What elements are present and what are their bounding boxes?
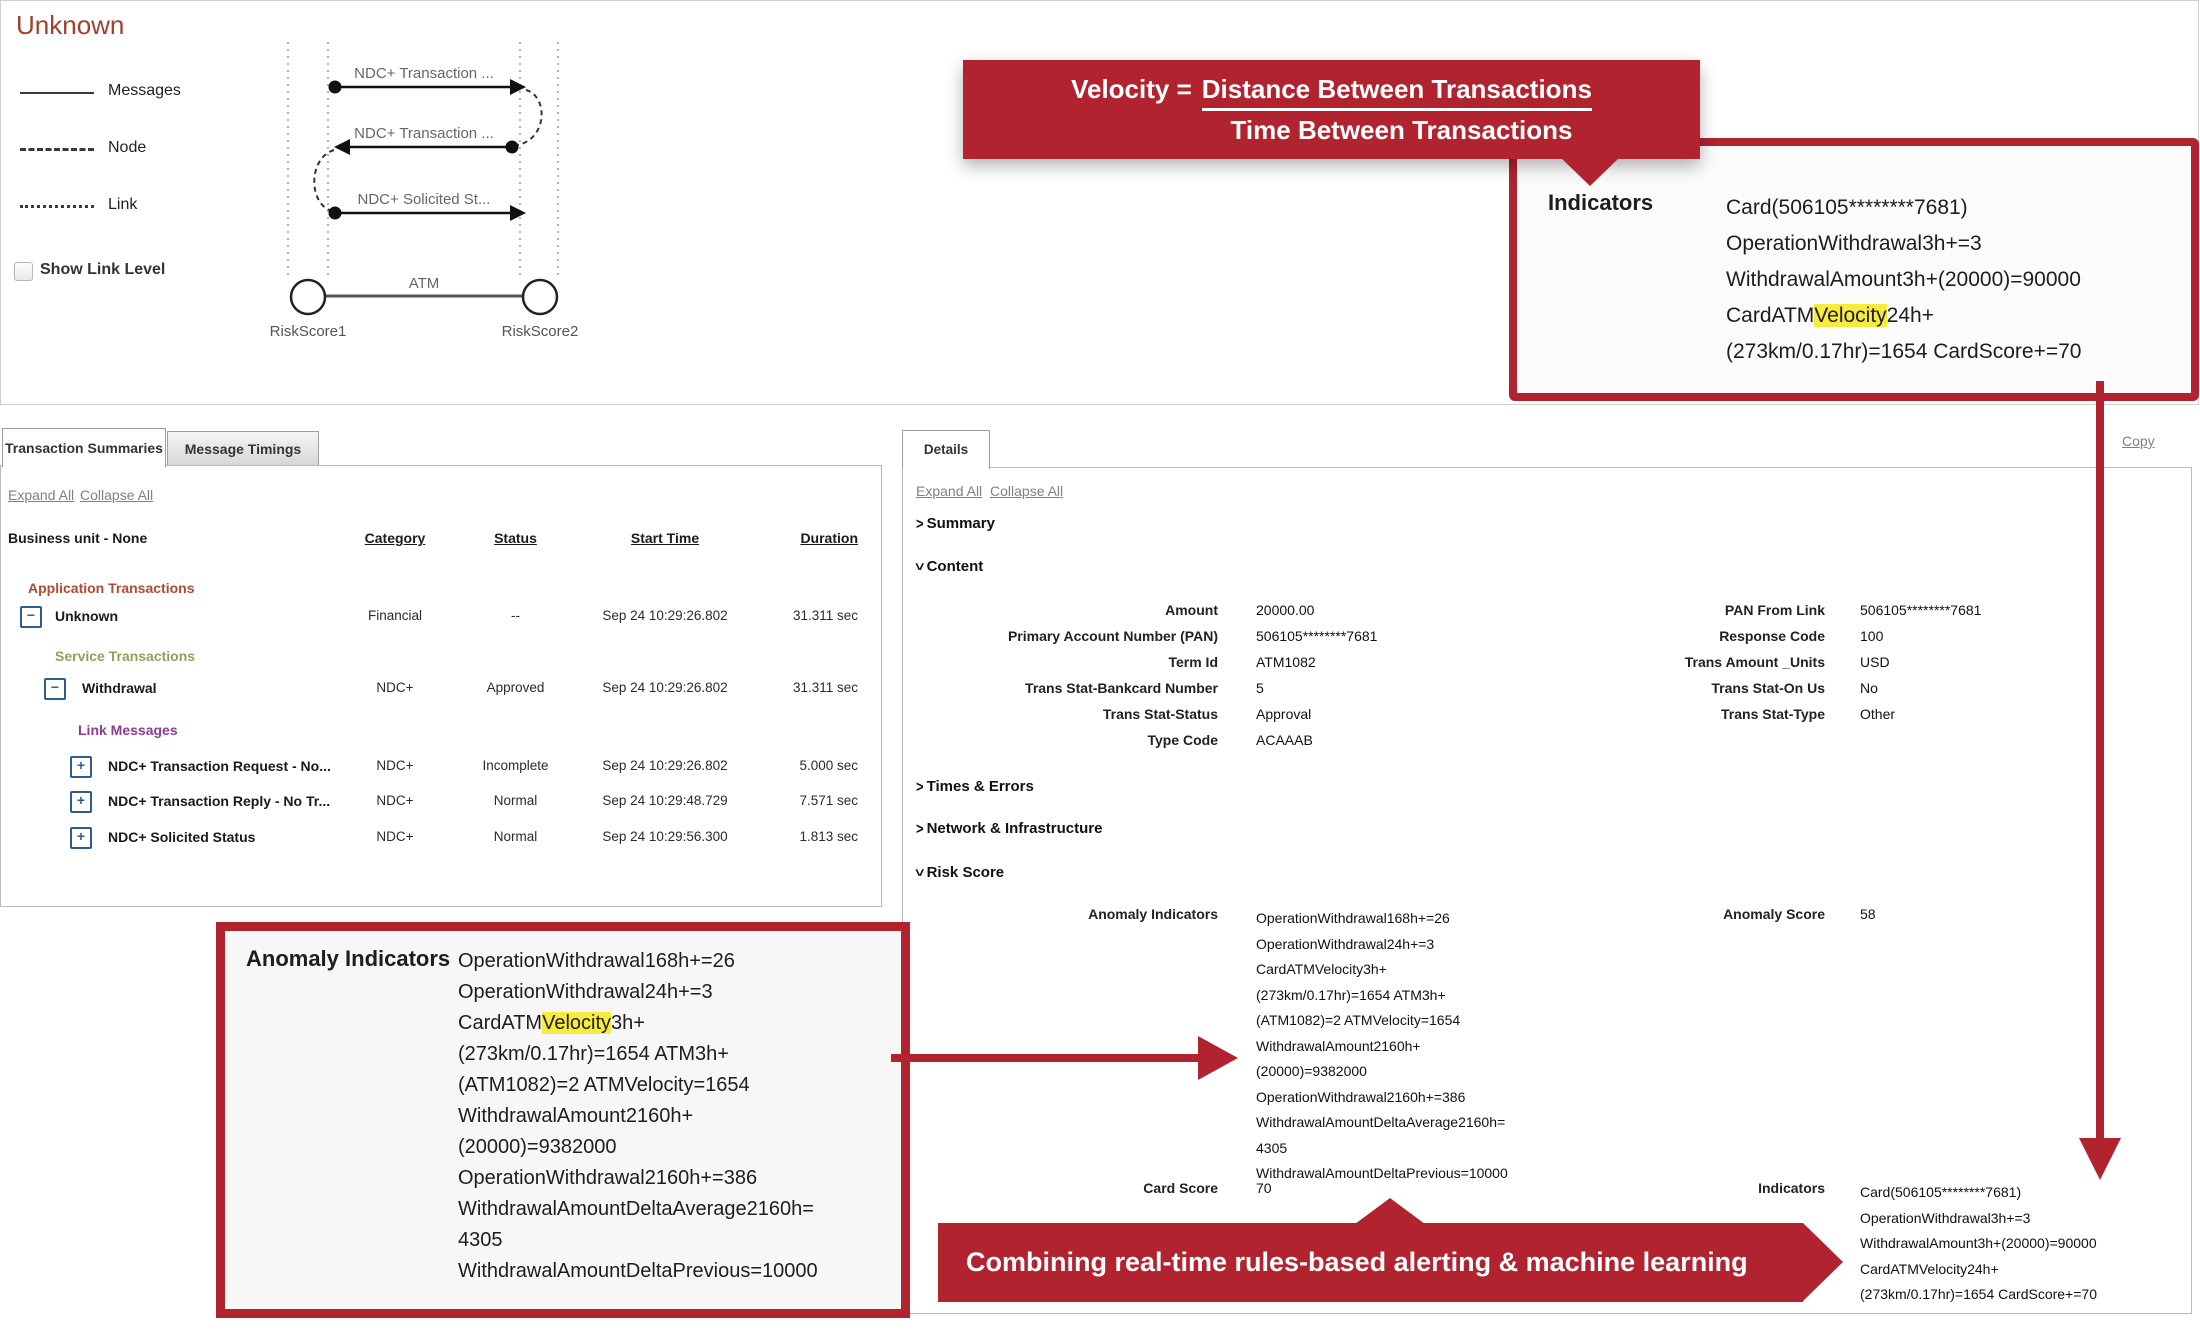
column-header-status[interactable]: Status: [494, 530, 537, 546]
message2-arrowhead-icon: [334, 139, 350, 155]
inset-line: Card(506105********7681): [1726, 196, 1968, 219]
section-network-infrastructure[interactable]: > Network & Infrastructure: [916, 819, 1103, 838]
risk-node-2-label: RiskScore2: [501, 323, 579, 340]
expand-toggle[interactable]: +: [70, 756, 92, 778]
expand-toggle[interactable]: +: [70, 827, 92, 849]
cell-category: NDC+: [376, 758, 414, 773]
indicators-inset-label: Indicators: [1548, 190, 1654, 215]
business-unit-label: Business unit - None: [8, 530, 148, 546]
inset-line: OperationWithdrawal3h+=3: [1726, 232, 1982, 255]
row-label: Withdrawal: [82, 680, 157, 696]
table-row-ndc-reply[interactable]: [0, 791, 880, 813]
cell-duration: 1.813 sec: [799, 829, 858, 844]
field-value: Approval: [1256, 706, 1312, 722]
group-row-service-transactions[interactable]: [0, 648, 880, 670]
field-value: Other: [1860, 706, 1896, 722]
column-header-start-time[interactable]: Start Time: [630, 530, 700, 546]
inset-line: OperationWithdrawal2160h+=386: [458, 1167, 758, 1189]
chevron-down-icon: >: [910, 868, 929, 877]
row-label: Unknown: [55, 608, 118, 624]
cell-category: NDC+: [376, 793, 414, 808]
inset-line: OperationWithdrawal168h+=26: [458, 950, 735, 972]
velocity-highlight: Velocity: [1814, 304, 1887, 327]
inset-velocity-line: CardATMVelocity24h+: [1726, 304, 1934, 327]
cell-category: Financial: [367, 608, 423, 623]
cell-status: Normal: [493, 829, 538, 844]
field-label: Trans Stat-Type: [1721, 706, 1825, 722]
field-label: Amount: [1165, 602, 1218, 618]
group-label: Link Messages: [78, 722, 178, 738]
message3-arrowhead-icon: [510, 205, 526, 221]
atm-link-label: ATM: [408, 275, 440, 292]
risk-node-1-label: RiskScore1: [270, 323, 347, 340]
cell-status: --: [511, 608, 520, 623]
field-value: 100: [1860, 628, 1884, 644]
link-line-icon: [20, 205, 94, 208]
tab-message-timings[interactable]: Message Timings: [167, 431, 319, 468]
field-value: 506105********7681: [1256, 628, 1378, 644]
field-label: Term Id: [1168, 654, 1218, 670]
table-row-unknown[interactable]: [0, 606, 880, 628]
legend-link-label: Link: [108, 196, 138, 213]
field-value: ACAAAB: [1256, 732, 1313, 748]
group-label: Service Transactions: [55, 648, 196, 664]
banner-up-pointer-icon: [1355, 1198, 1425, 1224]
vertical-arrow-head-icon: [2079, 1138, 2121, 1180]
indicators-value: Card(506105********7681) OperationWithdrawal3h+=3 WithdrawalAmount3h+(20000)=90000 CardATMVelocity24h+ (273km/0.17hr)=1654 CardScore+=70: [1860, 1184, 2097, 1302]
message1-arrowhead-icon: [510, 79, 526, 95]
field-label: Trans Stat-Bankcard Number: [1025, 680, 1218, 696]
diagram-title: Unknown: [16, 10, 125, 40]
column-header-duration[interactable]: Duration: [800, 530, 858, 546]
copy-link[interactable]: Copy: [2122, 433, 2155, 449]
indicators-label: Indicators: [1758, 1180, 1825, 1196]
chevron-down-icon: >: [910, 562, 929, 571]
hook-right-icon: [518, 90, 542, 145]
chevron-right-icon: >: [916, 777, 924, 796]
field-label: Trans Stat-On Us: [1711, 680, 1825, 696]
section-risk-score[interactable]: >Risk Score: [910, 864, 1005, 881]
field-label: Primary Account Number (PAN): [1007, 628, 1218, 644]
table-row-ndc-solicited[interactable]: [0, 827, 880, 849]
group-row-application-transactions[interactable]: [0, 580, 880, 602]
messages-line-icon: [20, 92, 94, 94]
cell-category: NDC+: [376, 829, 414, 844]
anomaly-indicators-label: Anomaly Indicators: [1088, 906, 1218, 922]
bottom-banner: [938, 1223, 1803, 1302]
table-row-ndc-request[interactable]: [0, 756, 880, 778]
legend-node-label: Node: [108, 139, 147, 156]
group-label: Application Transactions: [28, 580, 195, 596]
velocity-denominator: Time Between Transactions: [1230, 114, 1573, 145]
show-link-level-checkbox[interactable]: [14, 262, 33, 281]
cell-duration: 5.000 sec: [799, 758, 858, 773]
section-summary[interactable]: > Summary: [916, 514, 995, 533]
velocity-lhs: Velocity =: [1071, 73, 1192, 104]
field-label: Response Code: [1719, 628, 1825, 644]
left-collapse-all-link[interactable]: Collapse All: [80, 487, 154, 503]
row-label: NDC+ Transaction Reply - No Tr...: [108, 793, 331, 809]
field-label: Trans Amount _Units: [1684, 654, 1825, 670]
inset-velocity-line: CardATMVelocity3h+: [458, 1012, 645, 1034]
message2-label: NDC+ Transaction ...: [354, 125, 494, 142]
horizontal-arrow-head-icon: [1198, 1036, 1238, 1080]
field-label: PAN From Link: [1724, 602, 1825, 618]
cell-status: Normal: [493, 793, 538, 808]
cell-category: NDC+: [376, 680, 414, 695]
inset-line: (273km/0.17hr)=1654 CardScore+=70: [1726, 340, 2082, 363]
velocity-formula-callout: [963, 60, 1700, 159]
callout-pointer-icon: [1560, 157, 1620, 186]
inset-line: WithdrawalAmountDeltaPrevious=10000: [458, 1260, 818, 1282]
card-score-value: 70: [1256, 1180, 1272, 1196]
inset-line: WithdrawalAmount2160h+: [458, 1105, 694, 1127]
field-value: 20000.00: [1256, 602, 1315, 618]
left-expand-all-link[interactable]: Expand All: [8, 487, 75, 503]
cell-start-time: Sep 24 10:29:26.802: [602, 758, 728, 773]
expand-toggle[interactable]: +: [70, 791, 92, 813]
cell-start-time: Sep 24 10:29:26.802: [602, 680, 728, 695]
details-expand-all-link[interactable]: Expand All: [916, 483, 983, 499]
anomaly-inset-label: Anomaly Indicators: [246, 946, 451, 971]
inset-line: WithdrawalAmount3h+(20000)=90000: [1726, 268, 2081, 291]
section-content[interactable]: >Content: [910, 558, 984, 575]
collapse-toggle[interactable]: −: [20, 606, 42, 628]
column-header-category[interactable]: Category: [364, 530, 426, 546]
field-label: Type Code: [1147, 732, 1218, 748]
cell-status: Approved: [486, 680, 545, 695]
cell-start-time: Sep 24 10:29:56.300: [602, 829, 728, 844]
inset-line: (273km/0.17hr)=1654 ATM3h+: [458, 1043, 729, 1065]
banner-right-arrow-icon: [1803, 1223, 1843, 1301]
indicators-inset-text: [1726, 190, 2166, 370]
cell-duration: 7.571 sec: [799, 793, 858, 808]
anomaly-indicators-value: OperationWithdrawal168h+=26 OperationWithdrawal24h+=3 CardATMVelocity3h+ (273km/0.17hr)=1654 ATM3h+ (ATM1082)=2 ATMVelocity=1654 WithdrawalAmount2160h+ (20000)=9382000 OperationWithdrawal2160h+=386 WithdrawalAmountDeltaAverage2160h= 4305 WithdrawalAmountDeltaPrevious=10000: [1256, 910, 1508, 1181]
inset-line: (ATM1082)=2 ATMVelocity=1654: [458, 1074, 750, 1096]
banner-text: Combining real-time rules-based alerting & machine learning: [966, 1247, 1748, 1277]
cell-start-time: Sep 24 10:29:48.729: [602, 793, 728, 808]
row-label: NDC+ Transaction Request - No...: [108, 758, 331, 774]
field-value: 506105********7681: [1860, 602, 1982, 618]
inset-line: 4305: [458, 1229, 503, 1251]
field-value: 5: [1256, 680, 1264, 696]
inset-line: (20000)=9382000: [458, 1136, 617, 1158]
cell-status: Incomplete: [482, 758, 549, 773]
hook-left-icon: [314, 150, 334, 211]
inset-line: WithdrawalAmountDeltaAverage2160h=: [458, 1198, 814, 1220]
tab-transaction-summaries[interactable]: Transaction Summaries: [2, 428, 166, 468]
collapse-toggle[interactable]: −: [44, 678, 66, 700]
field-value: USD: [1860, 654, 1890, 670]
vertical-arrow-line: [2096, 381, 2104, 1138]
table-row-withdrawal[interactable]: [0, 678, 880, 700]
anomaly-score-value: 58: [1860, 906, 1876, 922]
velocity-highlight: Velocity: [542, 1012, 612, 1034]
message1-label: NDC+ Transaction ...: [354, 65, 494, 82]
anomaly-inset-text: [458, 946, 878, 1287]
section-times-errors[interactable]: > Times & Errors: [916, 777, 1034, 796]
inset-line: OperationWithdrawal24h+=3: [458, 981, 713, 1003]
field-value: ATM1082: [1256, 654, 1316, 670]
horizontal-arrow-line: [891, 1054, 1201, 1062]
row-label: NDC+ Solicited Status: [108, 829, 256, 845]
tab-details[interactable]: Details: [902, 430, 990, 470]
chevron-right-icon: >: [916, 819, 924, 838]
chevron-right-icon: >: [916, 514, 924, 533]
anomaly-score-label: Anomaly Score: [1723, 906, 1825, 922]
group-row-link-messages[interactable]: [0, 722, 880, 744]
cell-duration: 31.311 sec: [792, 608, 858, 623]
node-line-icon: [20, 148, 94, 151]
velocity-numerator: Distance Between Transactions: [1202, 74, 1592, 111]
cell-start-time: Sep 24 10:29:26.802: [602, 608, 728, 623]
field-label: Trans Stat-Status: [1102, 706, 1218, 722]
sequence-diagram: [270, 38, 600, 353]
risk-node-1: [291, 280, 325, 314]
message3-label: NDC+ Solicited St...: [357, 191, 491, 208]
details-collapse-all-link[interactable]: Collapse All: [990, 483, 1064, 499]
show-link-level-label: Show Link Level: [40, 261, 166, 278]
card-score-label: Card Score: [1143, 1180, 1218, 1196]
field-value: No: [1860, 680, 1878, 696]
cell-duration: 31.311 sec: [792, 680, 858, 695]
legend-messages-label: Messages: [108, 82, 181, 99]
risk-node-2: [523, 280, 557, 314]
